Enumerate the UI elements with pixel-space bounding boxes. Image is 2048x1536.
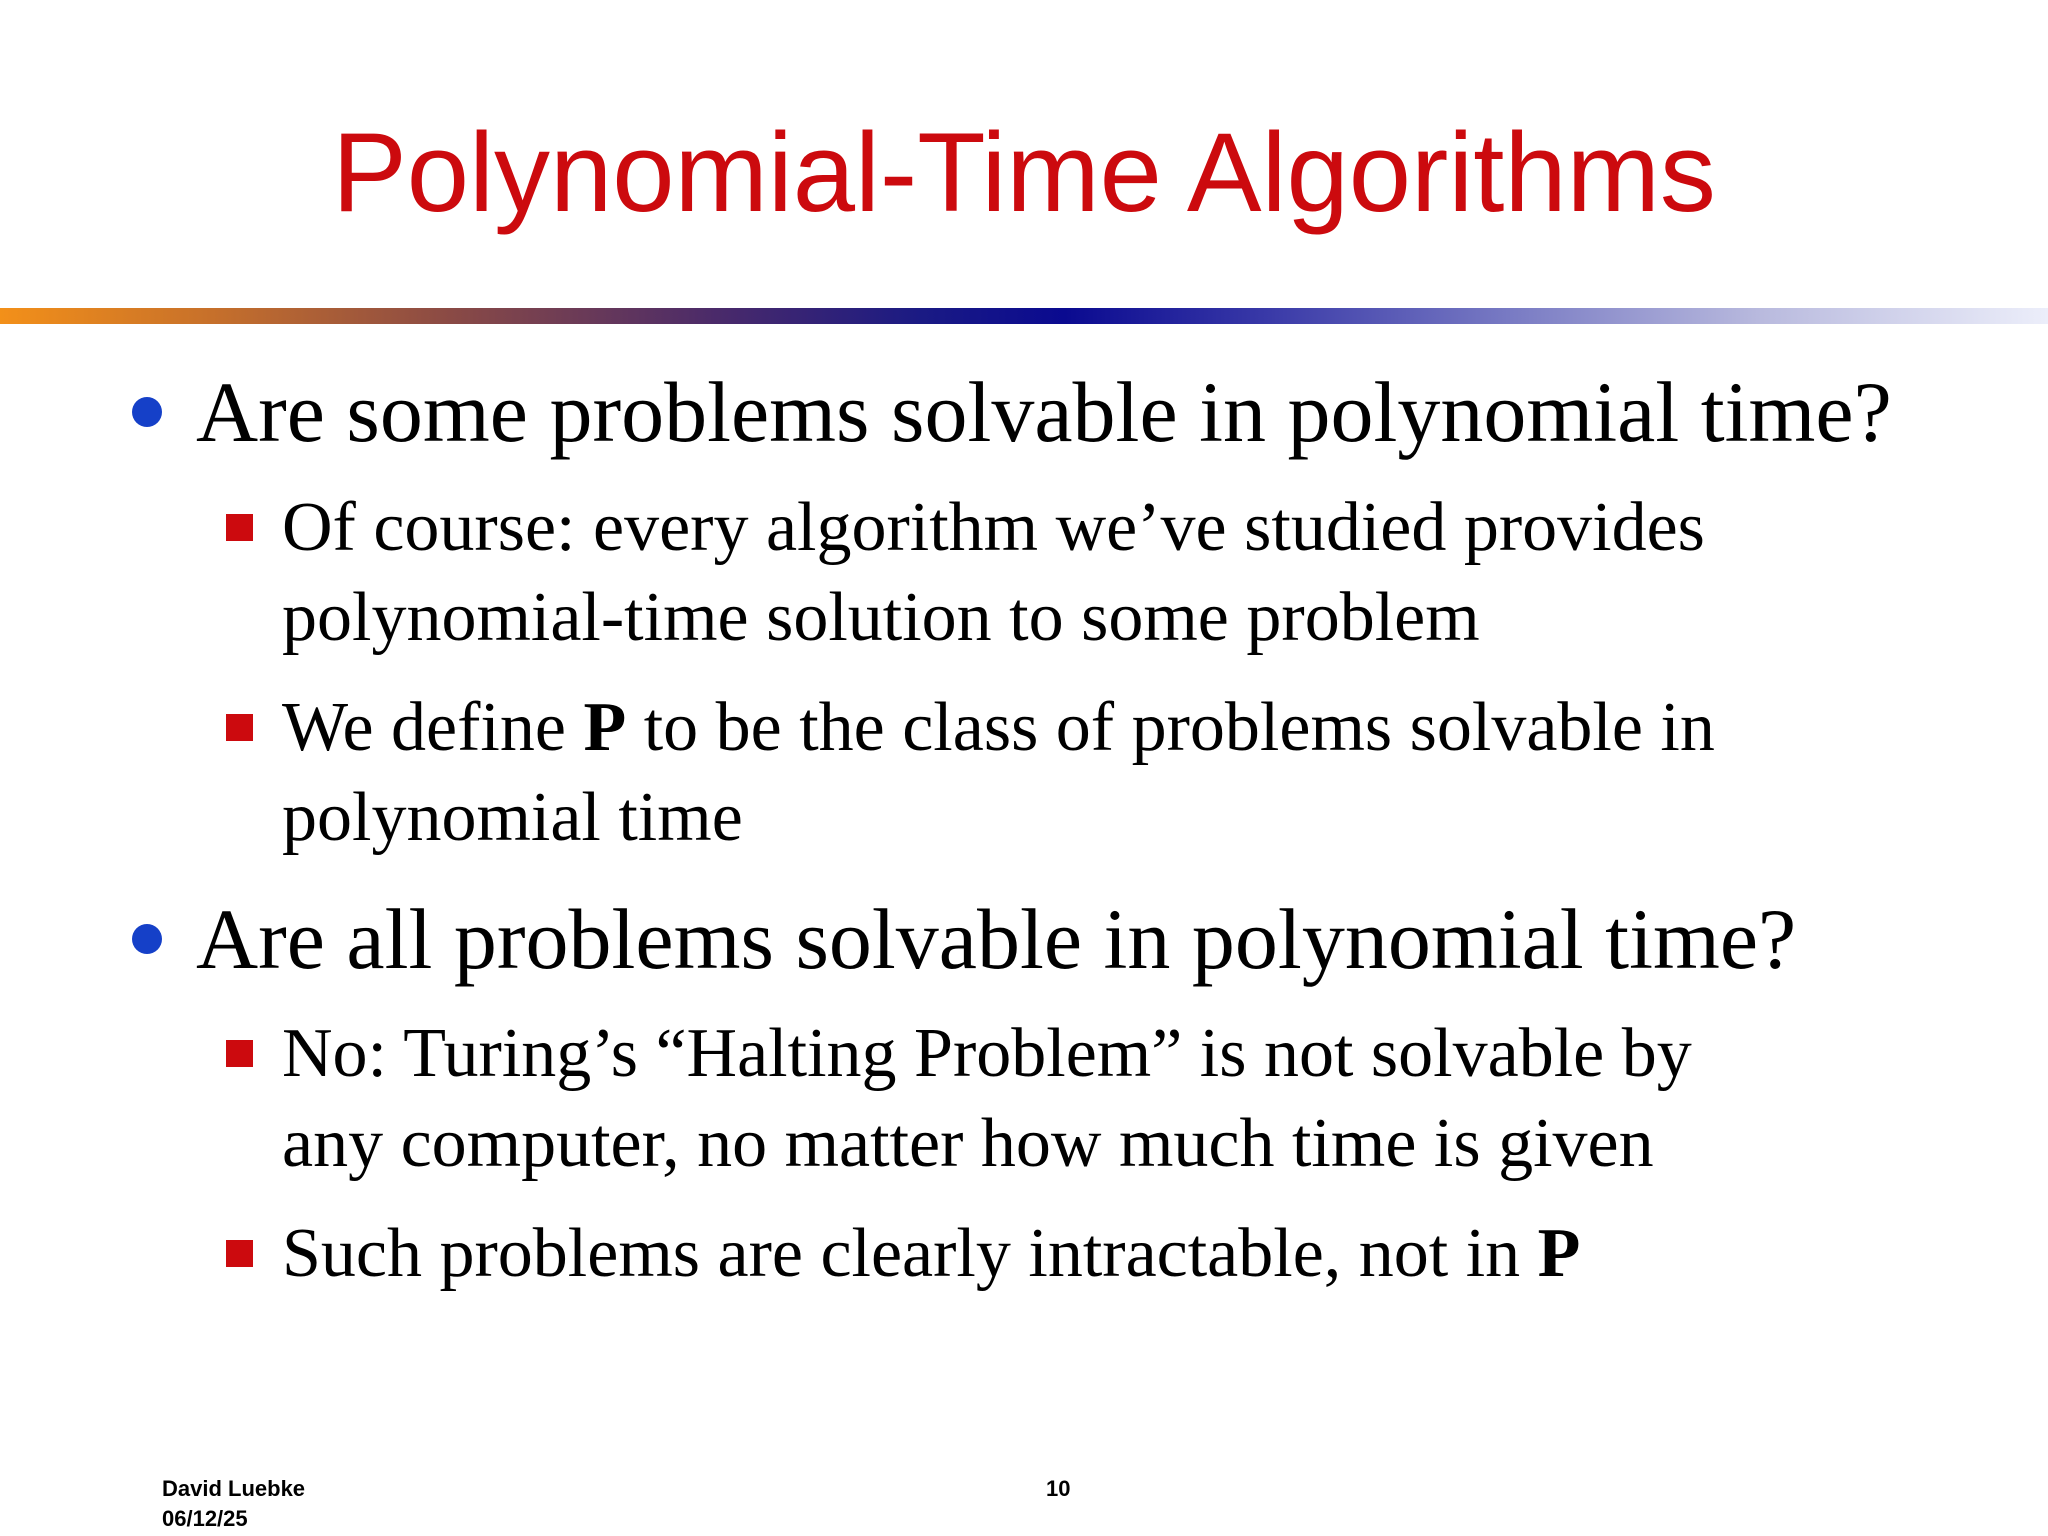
bullet-level2-text-line2: any computer, no matter how much time is given: [282, 1105, 1654, 1182]
bullet-level2-text-line1: No: Turing’s “Halting Problem” is not solvable by: [282, 1015, 1692, 1092]
bullet-dot-icon: [132, 397, 162, 427]
slide-title: Polynomial-Time Algorithms: [332, 110, 1716, 235]
bullet-level2-text-line2: polynomial-time solution to some problem: [282, 579, 1480, 656]
footer-page-number: 10: [1046, 1476, 1071, 1501]
bullet-level2-text-line1: [282, 683, 1715, 773]
square-bullet-icon: [226, 1240, 253, 1267]
square-bullet-icon: [226, 1040, 253, 1067]
bullet-level1-text: Are some problems solvable in polynomial time?: [196, 364, 1892, 460]
bold-class-p: P: [1537, 1215, 1581, 1292]
title-divider-gradient: [0, 308, 2048, 324]
bold-class-p: P: [583, 689, 627, 766]
bullet-dot-icon: [132, 924, 162, 954]
text-segment: to be the class of problems solvable in: [626, 689, 1715, 766]
square-bullet-icon: [226, 514, 253, 541]
text-segment: We define: [282, 689, 584, 766]
footer-date: 06/12/25: [162, 1506, 248, 1531]
bullet-level2-text-line1: [282, 1209, 1580, 1299]
text-segment: Such problems are clearly intractable, not in: [282, 1215, 1538, 1292]
bullet-level2-text-line1: Of course: every algorithm we’ve studied provides: [282, 489, 1705, 566]
bullet-level1-text: Are all problems solvable in polynomial time?: [196, 891, 1797, 987]
footer-author: David Luebke: [162, 1476, 306, 1501]
bullet-level2-text-line2: polynomial time: [282, 779, 743, 856]
square-bullet-icon: [226, 714, 253, 741]
